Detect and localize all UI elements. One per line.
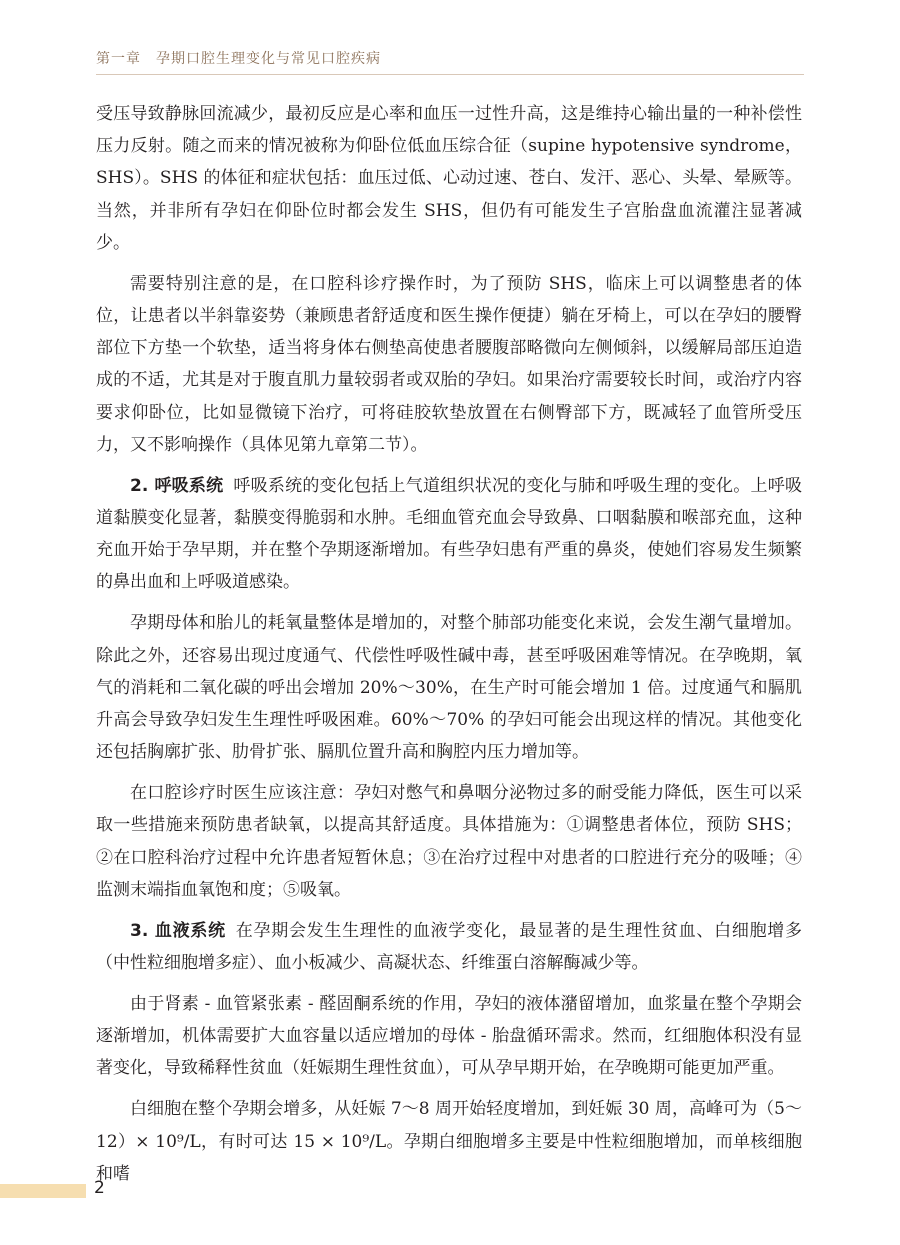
section-heading-respiratory: 2. 呼吸系统: [130, 475, 224, 496]
header-divider: [96, 74, 804, 75]
paragraph: [96, 607, 802, 768]
paragraph-text: 由于肾素 - 血管紧张素 - 醛固酮系统的作用，孕妇的液体潴留增加，血浆量在整个孕期会逐渐增加，机体需要扩大血容量以适应增加的母体 - 胎盘循环需求。然而，红细胞体积没有显著变化，导致稀释性贫血（妊娠期生理性贫血），可从孕早期开始，在孕晚期可能更加严重。: [96, 994, 802, 1079]
paragraph: [96, 777, 802, 906]
paragraph-text: 在口腔诊疗时医生应该注意：孕妇对憋气和鼻咽分泌物过多的耐受能力降低，医生可以采取一些措施来预防患者缺氧，以提高其舒适度。具体措施为：①调整患者体位，预防 SHS；②在口腔科治疗过程中允许患者短暂休息；③在治疗过程中对患者的口腔进行充分的吸唾；④监测末端指血氧饱和度；⑤吸氧。: [96, 783, 802, 900]
paragraph: [96, 268, 802, 461]
body-text: [96, 98, 802, 1199]
paragraph: [96, 915, 802, 979]
page-header: [0, 0, 900, 78]
footer-accent-bar: [0, 1184, 86, 1198]
paragraph-text: 受压导致静脉回流减少，最初反应是心率和血压一过性升高，这是维持心输出量的一种补偿性压力反射。随之而来的情况被称为仰卧位低血压综合征（supine hypotensive syndrome，SHS）。SHS 的体征和症状包括：血压过低、心动过速、苍白、发汗、恶心、头晕、晕厥等。当然，并非所有孕妇在仰卧位时都会发生 SHS，但仍有可能发生子宫胎盘血流灌注显著减少。: [96, 104, 802, 253]
paragraph-text: 需要特别注意的是，在口腔科诊疗操作时，为了预防 SHS，临床上可以调整患者的体位，让患者以半斜靠姿势（兼顾患者舒适度和医生操作便捷）躺在牙椅上，可以在孕妇的腰臀部位下方垫一个软垫，适当将身体右侧垫高使患者腰腹部略微向左侧倾斜，以缓解局部压迫造成的不适，尤其是对于腹直肌力量较弱者或双胎的孕妇。如果治疗需要较长时间，或治疗内容要求仰卧位，比如显微镜下治疗，可将硅胶软垫放置在右侧臀部下方，既减轻了血管所受压力，又不影响操作（具体见第九章第二节）。: [96, 273, 802, 455]
section-heading-blood: 3. 血液系统: [130, 920, 226, 941]
paragraph: [96, 1093, 802, 1190]
paragraph-text: 呼吸系统的变化包括上气道组织状况的变化与肺和呼吸生理的变化。上呼吸道黏膜变化显著，黏膜变得脆弱和水肿。毛细血管充血会导致鼻、口咽黏膜和喉部充血，这种充血开始于孕早期，并在整个孕期逐渐增加。有些孕妇患有严重的鼻炎，使她们容易发生频繁的鼻出血和上呼吸道感染。: [96, 475, 802, 593]
paragraph-text: 孕期母体和胎儿的耗氧量整体是增加的，对整个肺部功能变化来说，会发生潮气量增加。除此之外，还容易出现过度通气、代偿性呼吸性碱中毒，甚至呼吸困难等情况。在孕晚期，氧气的消耗和二氧化碳的呼出会增加 20%～30%，在生产时可能会增加 1 倍。过度通气和膈肌升高会导致孕妇发生生理性呼吸困难。60%～70% 的孕妇可能会出现这样的情况。其他变化还包括胸廓扩张、肋骨扩张、膈肌位置升高和胸腔内压力增加等。: [96, 613, 802, 763]
paragraph-text: 白细胞在整个孕期会增多，从妊娠 7～8 周开始轻度增加，到妊娠 30 周，高峰可为（5～12）× 10⁹/L，有时可达 15 × 10⁹/L。孕期白细胞增多主要是中性粒细胞增加，而单核细胞和嗜: [96, 1099, 802, 1184]
paragraph: [96, 470, 802, 599]
paragraph: [96, 988, 802, 1085]
page-number: 2: [94, 1178, 105, 1198]
paragraph: [96, 98, 802, 259]
chapter-title: 第一章 孕期口腔生理变化与常见口腔疾病: [96, 51, 381, 67]
paragraph-text: 在孕期会发生生理性的血液学变化，最显著的是生理性贫血、白细胞增多（中性粒细胞增多症）、血小板减少、高凝状态、纤维蛋白溶解酶减少等。: [96, 920, 802, 974]
